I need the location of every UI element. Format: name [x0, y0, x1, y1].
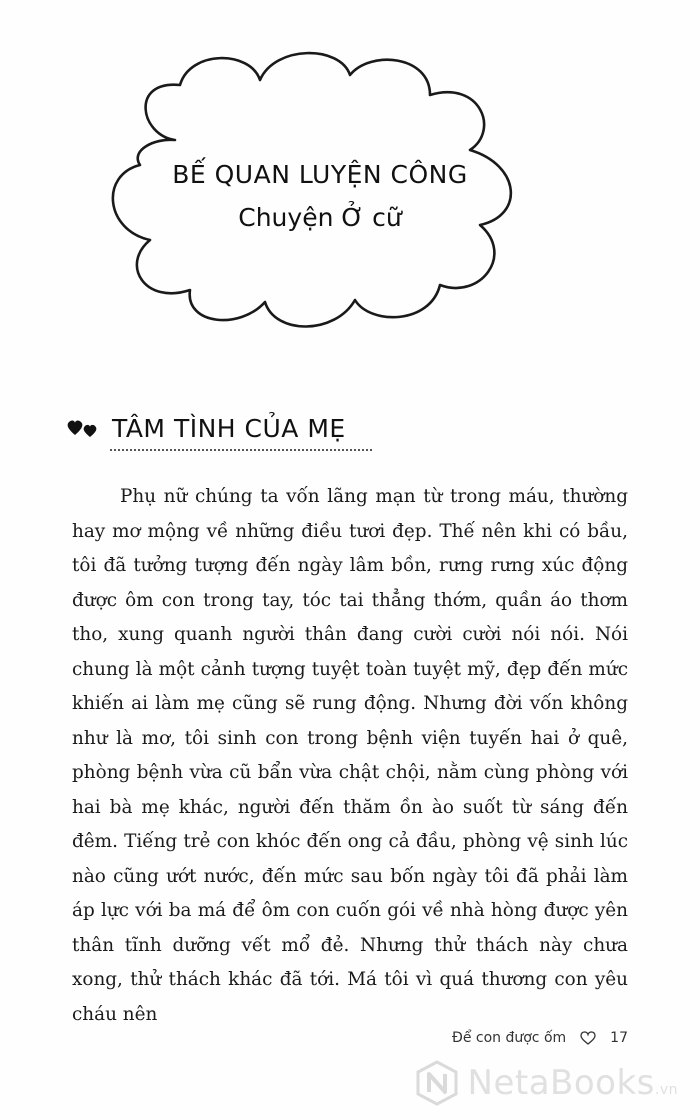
watermark-text	[468, 1063, 678, 1103]
watermark-suffix: .vn	[654, 1082, 678, 1098]
page-number: 17	[610, 1030, 628, 1046]
footer-chapter-title: Để con được ốm	[451, 1030, 567, 1046]
cloud-frame	[100, 40, 540, 340]
cloud-outline-icon	[100, 40, 540, 340]
body-paragraph: Phụ nữ chúng ta vốn lãng mạn từ trong máu, thường hay mơ mộng về những điều tươi đẹp. Thế nên khi có bầu, tôi đã tưởng tượng đến ngày lâm bồn, rưng rưng xúc động được ôm con trong tay, tóc tai thẳng thớm, quần áo thơm tho, xung quanh người thân đang cười cười nói nói. Nói chung là một cảnh tượng tuyệt toàn tuyệt mỹ, đẹp đến mức khiến ai làm mẹ cũng sẽ rung động. Nhưng đời vốn không như là mơ, tôi sinh con trong bệnh viện tuyến hai ở quê, phòng bệnh vừa cũ bẩn vừa chật chội, nằm cùng phòng với hai bà mẹ khác, người đến thăm ồn ào suốt từ sáng đến đêm. Tiếng trẻ con khóc đến ong cả đầu, phòng vệ sinh lúc nào cũng ướt nước, đến mức sau bốn ngày tôi đã phải làm áp lực với ba má để ôm con cuốn gói về nhà hòng được yên thân tĩnh dưỡng vết mổ đẻ. Nhưng thử thách này chưa xong, thử thách khác đã tới. Má tôi vì quá thương con yêu cháu nên	[72, 486, 628, 1025]
watermark-brand: NetaBooks	[467, 1063, 655, 1103]
section-underline	[110, 449, 372, 451]
page-footer	[452, 1030, 628, 1046]
cloud-title: BẾ QUAN LUYỆN CÔNG	[172, 160, 468, 189]
section-title: TÂM TÌNH CỦA MẸ	[112, 413, 346, 443]
cloud-subtitle: Chuyện Ở cữ	[238, 203, 402, 232]
watermark	[414, 1060, 678, 1106]
netabooks-logo-icon	[414, 1060, 460, 1106]
hearts-icon	[66, 417, 100, 439]
section-heading	[66, 408, 346, 448]
heart-outline-icon	[580, 1031, 596, 1045]
